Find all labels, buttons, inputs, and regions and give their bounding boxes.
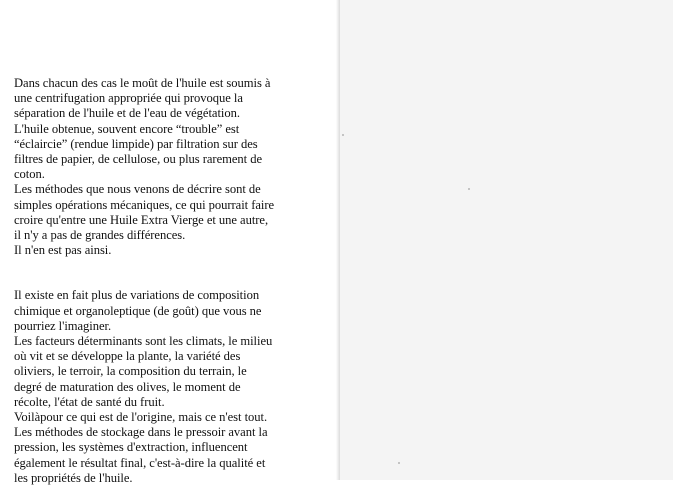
text-line: Dans chacun des cas le moût de l'huile est soumis à [14,76,271,90]
text-line: Les facteurs déterminants sont les climats, le milieu [14,334,273,349]
text-line: pression, les systèmes d'extraction, influencent [14,440,248,455]
text-line: L'huile obtenue, souvent encore “trouble” est [14,121,240,136]
paragraph-2 [14,288,330,486]
text-line: “éclaircie” (rendue limpide) par filtration sur des [14,136,258,151]
text-line: Voilàpour ce qui est de l'origine, mais ce n'est tout. [14,410,268,425]
text-line: filtres de papier, de cellulose, ou plus rarement de [14,152,262,167]
text-line: récolte, l'état de santé du fruit. [14,394,165,409]
text-line: oliviers, le terroir, la composition du terrain, le [14,364,247,379]
paper-speck [468,188,470,190]
right-page [340,0,673,480]
text-line: les propriétés de l'huile. [14,470,133,485]
paragraph-gap [14,258,330,288]
text-line: où vit et se développe la plante, la variété des [14,349,241,364]
text-line: coton. [14,167,45,182]
text-line: il n'y a pas de grandes différences. [14,228,186,243]
text-line: simples opérations mécaniques, ce qui pourrait faire [14,197,275,212]
text-line: séparation de l'huile et de l'eau de végétation. [14,106,240,121]
text-line: croire qu'entre une Huile Extra Vierge et une autre, [14,212,269,227]
text-line: chimique et organoleptique (de goût) que vous ne [14,303,262,318]
page-text [14,76,330,486]
paragraph-1 [14,76,330,258]
text-line: également le résultat final, c'est-à-dire la qualité et [14,455,266,470]
paper-speck [342,134,344,136]
paper-speck [398,462,400,464]
text-line: pourriez l'imaginer. [14,318,112,333]
text-line: Il existe en fait plus de variations de composition [14,288,260,303]
text-line: Il n'en est pas ainsi. [14,243,112,258]
text-line: une centrifugation appropriée qui provoque la [14,91,243,106]
text-line: Les méthodes de stockage dans le pressoir avant la [14,425,268,440]
text-line: degré de maturation des olives, le moment de [14,379,241,394]
text-line: Les méthodes que nous venons de décrire sont de [14,182,261,197]
